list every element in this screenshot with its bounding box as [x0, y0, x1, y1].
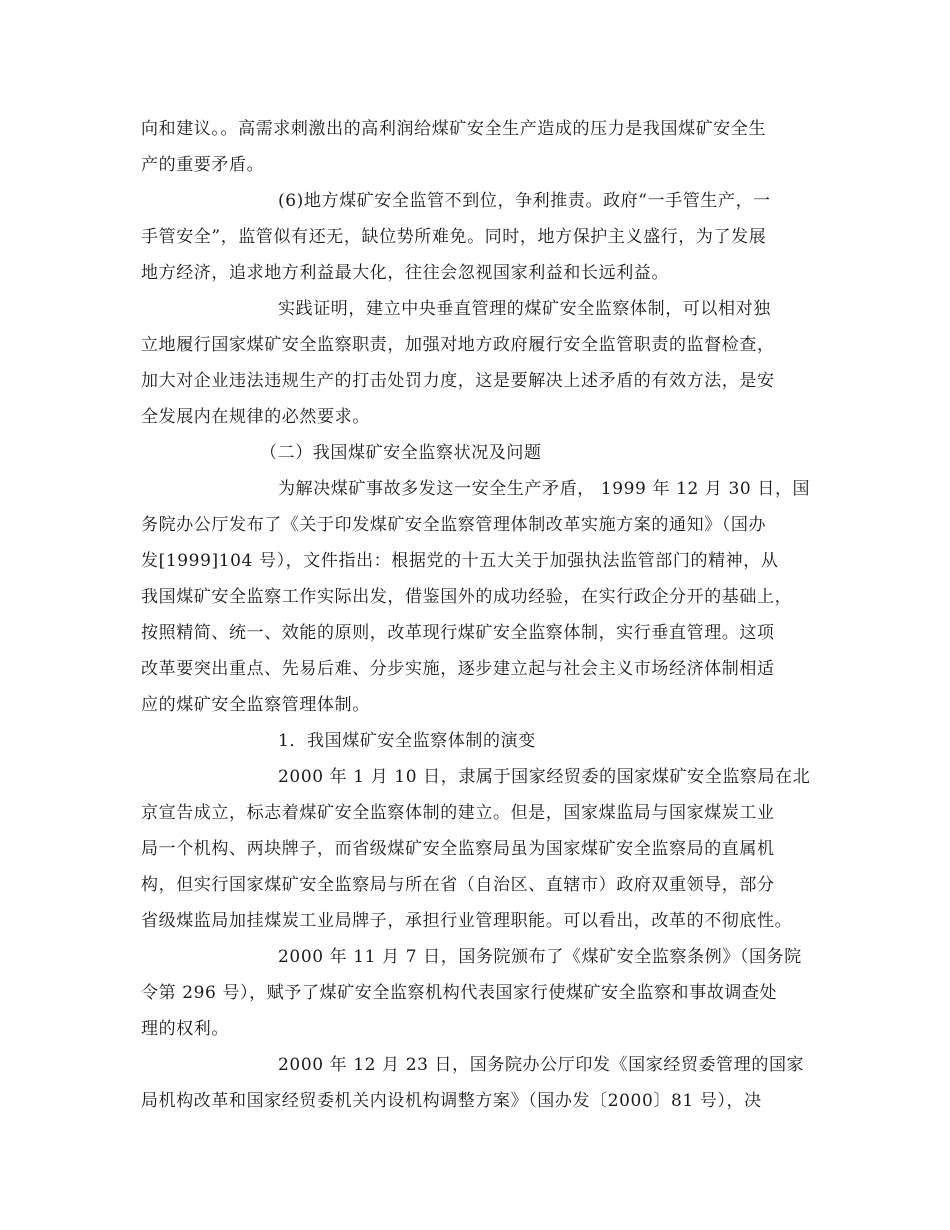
text-line: 全发展内在规律的必然要求。 [141, 407, 370, 427]
paragraph-start: 为解决煤矿事故多发这一安全生产矛盾， 1999 年 12 月 30 日，国 [278, 479, 811, 499]
text-line: 地方经济，追求地方利益最大化，往往会忽视国家利益和长远利益。 [141, 263, 669, 283]
text-line: 手管安全”，监管似有还无，缺位势所难免。同时，地方保护主义盛行，为了发展 [141, 227, 767, 247]
text-line: 发[1999]104 号），文件指出：根据党的十五大关于加强执法监管部门的精神，从 [141, 551, 779, 571]
text-line: 产的重要矛盾。 [141, 155, 265, 175]
paragraph-start: 2000 年 12 月 23 日，国务院办公厅印发《国家经贸委管理的国家 [278, 1055, 805, 1075]
paragraph-start: 2000 年 11 月 7 日，国务院颁布了《煤矿安全监察条例》（国务院 [278, 947, 802, 967]
text-line: 立地履行国家煤矿安全监察职责，加强对地方政府履行安全监管职责的监督检查， [141, 335, 775, 355]
text-line: 令第 296 号），赋予了煤矿安全监察机构代表国家行使煤矿安全监察和事故调查处 [141, 983, 778, 1003]
text-line: 省级煤监局加挂煤炭工业局牌子，承担行业管理职能。可以看出，改革的不彻底性。 [141, 911, 793, 931]
text-line: 京宣告成立，标志着煤矿安全监察体制的建立。但是，国家煤监局与国家煤炭工业 [141, 803, 775, 823]
text-line: 务院办公厅发布了《关于印发煤矿安全监察管理体制改革实施方案的通知》（国办 [141, 515, 767, 535]
text-line: 向和建议。。高需求刺激出的高利润给煤矿安全生产造成的压力是我国煤矿安全生 [141, 119, 767, 139]
text-line: 构，但实行国家煤矿安全监察局与所在省（自治区、直辖市）政府双重领导，部分 [141, 875, 775, 895]
text-line: 按照精简、统一、效能的原则，改革现行煤矿安全监察体制，实行垂直管理。这项 [141, 623, 775, 643]
section-heading: （二）我国煤矿安全监察状况及问题 [260, 443, 542, 463]
text-line: 改革要突出重点、先易后难、分步实施，逐步建立起与社会主义市场经济体制相适 [141, 659, 775, 679]
paragraph-start: (6)地方煤矿安全监管不到位，争利推责。政府“一手管生产，一 [278, 191, 771, 211]
text-line: 局一个机构、两块牌子，而省级煤矿安全监察局虽为国家煤矿安全监察局的直属机 [141, 839, 775, 859]
text-line: 理的权利。 [141, 1019, 229, 1039]
paragraph-start: 实践证明，建立中央垂直管理的煤矿安全监察体制，可以相对独 [278, 299, 771, 319]
text-line: 应的煤矿安全监察管理体制。 [141, 695, 370, 715]
text-line: 局机构改革和国家经贸委机关内设机构调整方案》（国办发〔2000〕81 号），决 [141, 1091, 762, 1111]
text-line: 我国煤矿安全监察工作实际出发，借鉴国外的成功经验，在实行政企分开的基础上， [141, 587, 793, 607]
text-line: 加大对企业违法违规生产的打击处罚力度，这是要解决上述矛盾的有效方法，是安 [141, 371, 775, 391]
paragraph-start: 2000 年 1 月 10 日，隶属于国家经贸委的国家煤矿安全监察局在北 [278, 767, 811, 787]
subsection-heading: 1．我国煤矿安全监察体制的演变 [278, 731, 536, 751]
